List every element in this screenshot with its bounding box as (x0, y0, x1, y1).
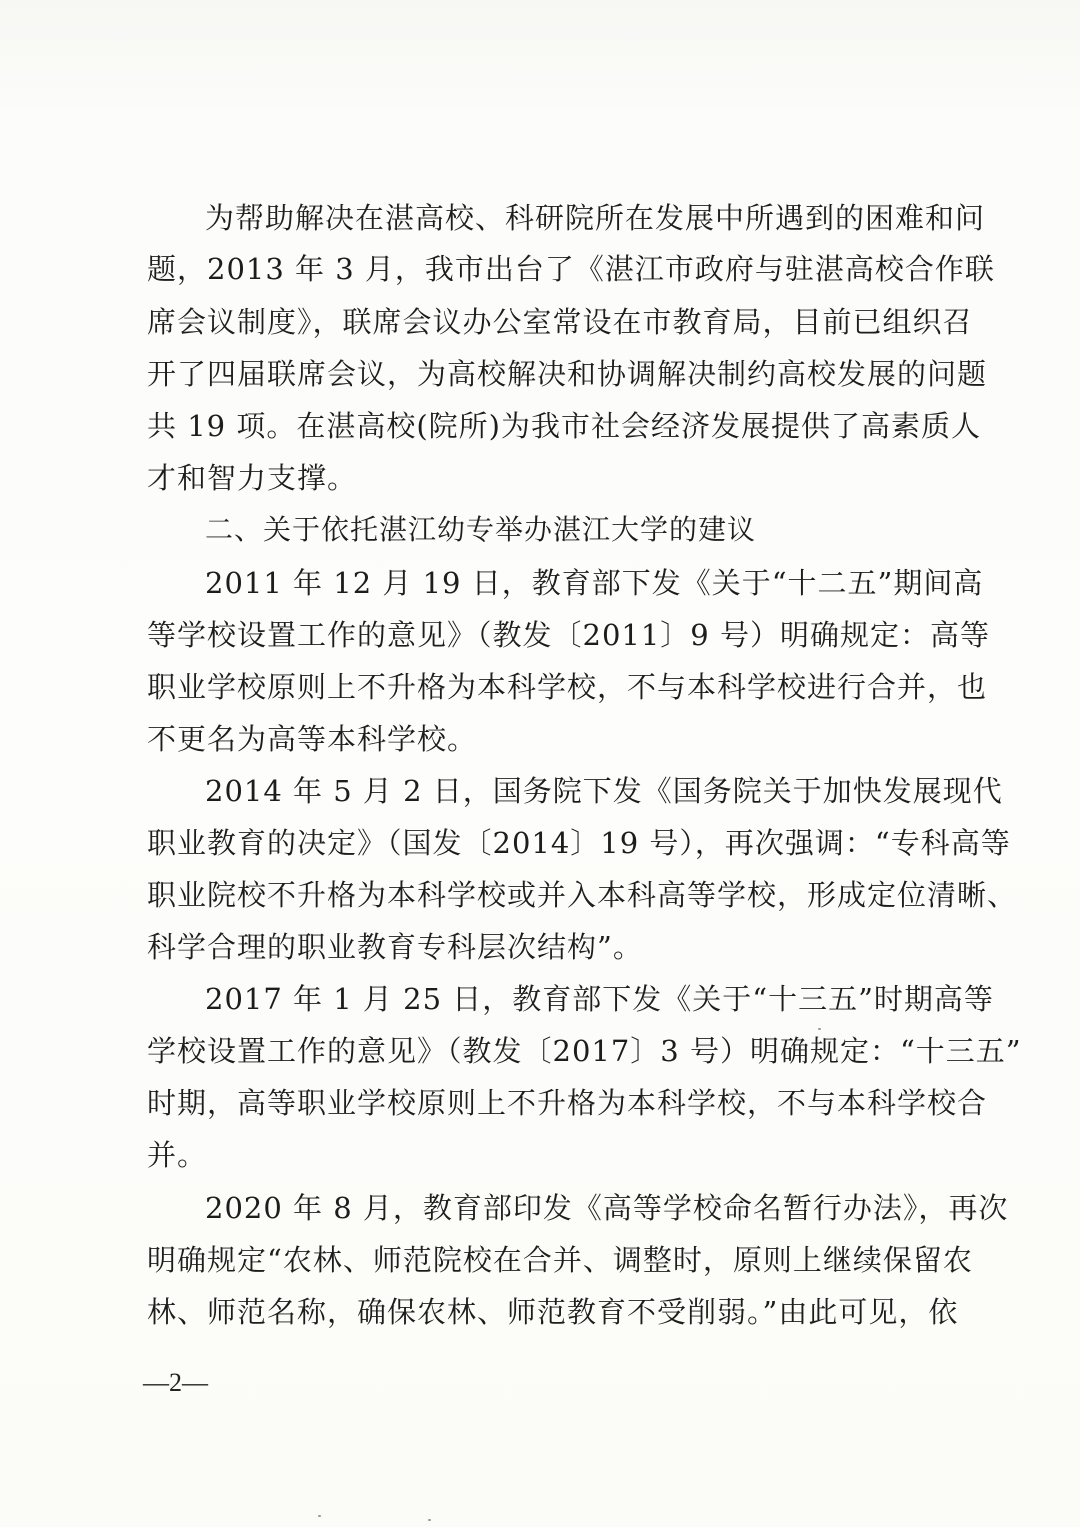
text-line (0, 1025, 1080, 1077)
paragraph-2-line-4: 不更名为高等本科学校。 (147, 722, 478, 756)
paragraph-1-line-2: 题，2013 年 3 月，我市出台了《湛江市政府与驻湛高校合作联 (147, 252, 995, 286)
text-line (0, 661, 1080, 713)
paragraph-5-line-2: 明确规定“农林、师范院校在合并、调整时，原则上继续保留农 (147, 1243, 973, 1277)
text-line (0, 557, 1080, 609)
paragraph-1-line-6: 才和智力支撑。 (147, 461, 358, 495)
page-number: —2— (143, 1368, 208, 1397)
paragraph-1-line-4: 开了四届联席会议，为高校解决和协调解决制约高校发展的问题 (147, 357, 988, 391)
paragraph-1-line-1: 为帮助解决在湛高校、科研院所在发展中所遇到的困难和问 (205, 201, 986, 235)
scan-speck (428, 1519, 431, 1521)
paragraph-5-line-3: 林、师范名称，确保农林、师范教育不受削弱。”由此可见，依 (147, 1295, 959, 1329)
paragraph-4-line-4: 并。 (147, 1138, 208, 1172)
paragraph-3-line-4: 科学合理的职业教育专科层次结构”。 (147, 930, 643, 964)
paragraph-2-line-3: 职业学校原则上不升格为本科学校，不与本科学校进行合并，也 (147, 670, 988, 704)
text-line (0, 348, 1080, 400)
text-line (0, 243, 1080, 295)
text-line (0, 296, 1080, 348)
text-line (0, 1234, 1080, 1286)
paragraph-1-line-3: 席会议制度》，联席会议办公室常设在市教育局，目前已组织召 (147, 305, 973, 339)
paragraph-4-line-2: 学校设置工作的意见》（教发〔2017〕3 号）明确规定：“十三五” (147, 1034, 1022, 1068)
text-line (0, 1286, 1080, 1338)
section-heading-text: 二、关于依托湛江幼专举办湛江大学的建议 (205, 513, 757, 546)
text-line (0, 713, 1080, 765)
text-line (0, 452, 1080, 504)
text-line (0, 609, 1080, 661)
paragraph-4-line-3: 时期，高等职业学校原则上不升格为本科学校，不与本科学校合 (147, 1086, 988, 1120)
text-line (0, 817, 1080, 869)
section-heading (0, 504, 1080, 556)
text-line (0, 400, 1080, 452)
paragraph-5-line-1: 2020 年 8 月，教育部印发《高等学校命名暂行办法》，再次 (205, 1191, 1009, 1225)
paragraph-3-line-2: 职业教育的决定》（国发〔2014〕19 号），再次强调：“专科高等 (147, 826, 1011, 860)
paragraph-3-line-1: 2014 年 5 月 2 日，国务院下发《国务院关于加快发展现代 (205, 774, 1003, 808)
scan-speck (818, 1028, 821, 1030)
paragraph-2-line-2: 等学校设置工作的意见》（教发〔2011〕9 号）明确规定：高等 (147, 618, 990, 652)
text-line (0, 1182, 1080, 1234)
text-line (0, 921, 1080, 973)
scan-speck (318, 1515, 321, 1517)
text-line (0, 1129, 1080, 1181)
text-line (0, 1077, 1080, 1129)
text-line (0, 765, 1080, 817)
text-line (0, 973, 1080, 1025)
text-line (0, 869, 1080, 921)
paragraph-3-line-3: 职业院校不升格为本科学校或并入本科高等学校，形成定位清晰、 (147, 878, 1018, 912)
paragraph-2-line-1: 2011 年 12 月 19 日，教育部下发《关于“十二五”期间高 (205, 566, 984, 600)
paragraph-1-line-5: 共 19 项。在湛高校(院所)为我市社会经济发展提供了高素质人 (147, 409, 981, 443)
paragraph-4-line-1: 2017 年 1 月 25 日，教育部下发《关于“十三五”时期高等 (205, 982, 994, 1016)
text-line (0, 192, 1080, 244)
